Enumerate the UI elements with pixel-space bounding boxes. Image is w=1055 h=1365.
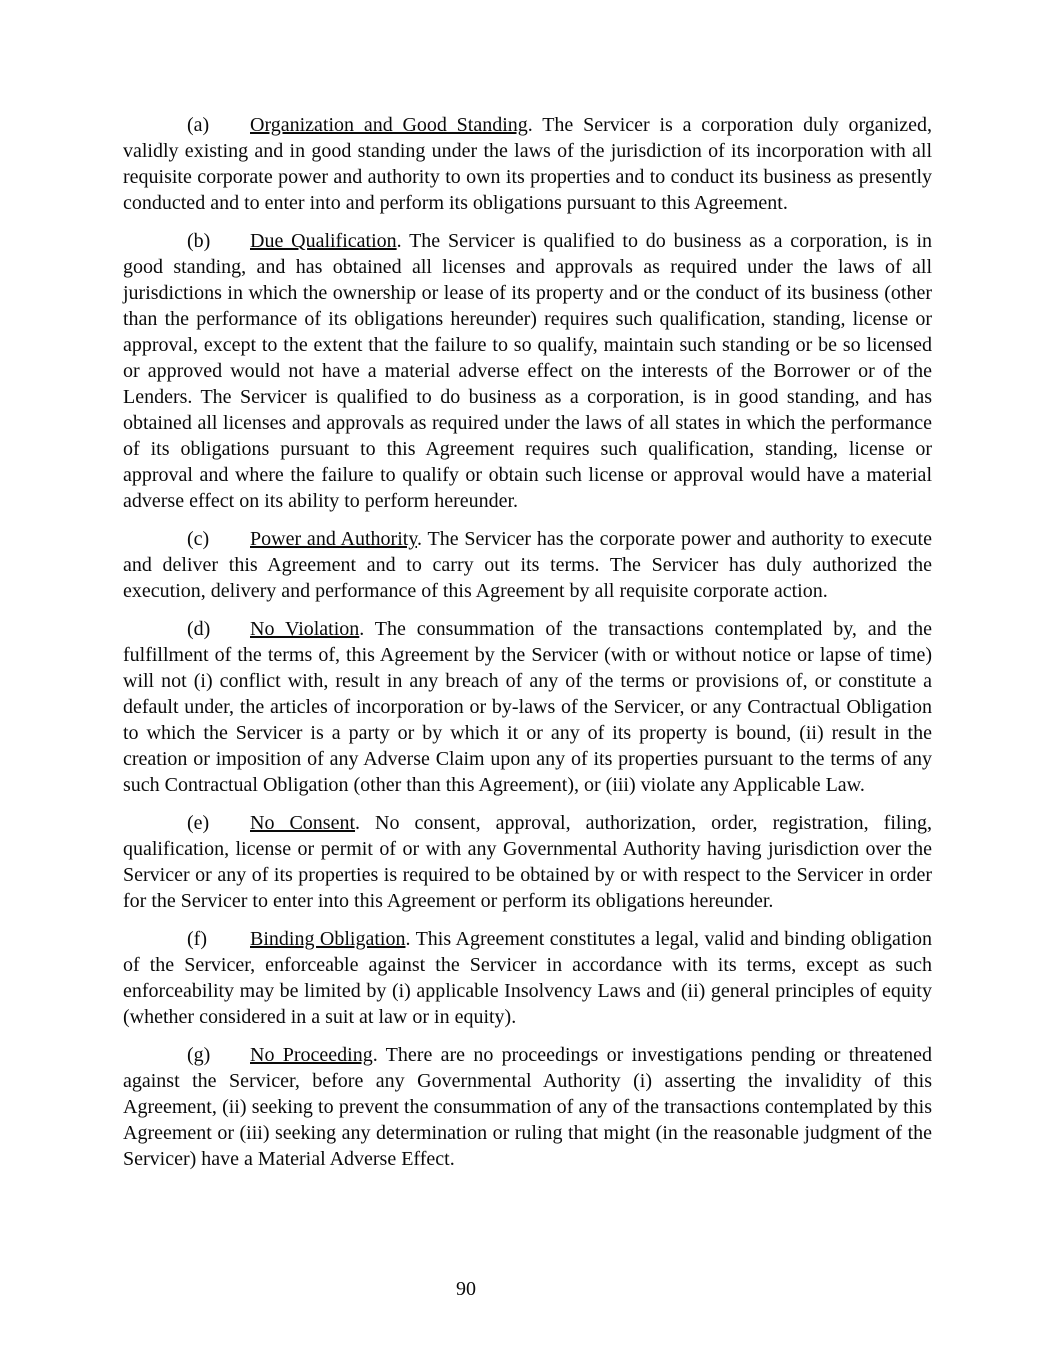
paragraph-label: (f) [187, 928, 207, 950]
paragraph-a [123, 112, 932, 216]
paragraph-heading: Power and Authority [250, 528, 418, 550]
page-number: 90 [456, 1278, 476, 1300]
paragraph-b [123, 228, 932, 514]
paragraph-heading: Binding Obligation [250, 928, 406, 950]
paragraph-heading: Organization and Good Standing [250, 114, 528, 136]
paragraph-label: (e) [187, 812, 210, 834]
paragraph-label: (a) [187, 114, 210, 136]
paragraph-label: (b) [187, 230, 211, 252]
paragraph-body: . There are no proceedings or investigations pending or threatened against the Servicer, before any Governmental Authority (i) asserting the invalidity of this Agreement, (ii) seeking to prevent the consummation of any of the transactions contemplated by this Agreement or (iii) seeking any determination or ruling that might (in the reasonable judgment of the Servicer) have a Material Adverse Effect. [123, 1044, 932, 1170]
paragraph-f [123, 926, 932, 1030]
paragraph-body: . The Servicer is qualified to do business as a corporation, is in good standing, and has obtained all licenses and approvals as required under the laws of all jurisdictions in which the ownership or lease of its property and or the conduct of its business (other than the performance of its obligations hereunder) requires such qualification, standing, license or approval, except to the extent that the failure to so qualify, maintain such standing or be so licensed or approved would not have a material adverse effect on the interests of the Borrower or of the Lenders. The Servicer is qualified to do business as a corporation, is in good standing, and has obtained all licenses and approvals as required under the laws of all states in which the performance of its obligations pursuant to this Agreement requires such qualification, standing, license or approval and where the failure to qualify or obtain such license or approval would have a material adverse effect on its ability to perform hereunder. [123, 230, 932, 512]
paragraph-body: . The Servicer has the corporate power and authority to execute and deliver this Agreement and to carry out its terms. The Servicer has duly authorized the execution, delivery and performance of this Agreement by all requisite corporate action. [123, 528, 932, 602]
paragraph-body: . The Servicer is a corporation duly organized, validly existing and in good standing under the laws of the jurisdiction of its incorporation with all requisite corporate power and authority to own its properties and to conduct its business as presently conducted and to enter into and perform its obligations pursuant to this Agreement. [123, 114, 932, 214]
paragraph-label: (g) [187, 1044, 211, 1066]
paragraph-d [123, 616, 932, 798]
paragraph-heading: No Consent [250, 812, 356, 834]
paragraph-body: . No consent, approval, authorization, order, registration, filing, qualification, license or permit of or with any Governmental Authority having jurisdiction over the Servicer or any of its properties is required to be obtained by or with respect to the Servicer in order for the Servicer to enter into this Agreement or perform its obligations hereunder. [123, 812, 933, 912]
paragraph-label: (c) [187, 528, 210, 550]
paragraph-heading: No Violation [250, 618, 360, 640]
paragraph-c [123, 526, 932, 604]
paragraph-e [123, 810, 932, 914]
paragraph-body: . This Agreement constitutes a legal, valid and binding obligation of the Servicer, enforceable against the Servicer in accordance with its terms, except as such enforceability may be limited by (i) applicable Insolvency Laws and (ii) general principles of equity (whether considered in a suit at law or in equity). [123, 928, 932, 1028]
paragraph-heading: No Proceeding [250, 1044, 373, 1066]
paragraph-heading: Due Qualification [250, 230, 397, 252]
paragraph-g [123, 1042, 932, 1172]
paragraph-body: . The consummation of the transactions contemplated by, and the fulfillment of the terms of, this Agreement by the Servicer (with or without notice or lapse of time) will not (i) conflict with, result in any breach of any of the terms or provisions of, or constitute a default under, the articles of incorporation or by-laws of the Servicer, or any Contractual Obligation to which the Servicer is a party or by which it or any of its property is bound, (ii) result in the creation or imposition of any Adverse Claim upon any of its properties pursuant to the terms of any such Contractual Obligation (other than this Agreement), or (iii) violate any Applicable Law. [123, 618, 932, 796]
paragraph-label: (d) [187, 618, 211, 640]
